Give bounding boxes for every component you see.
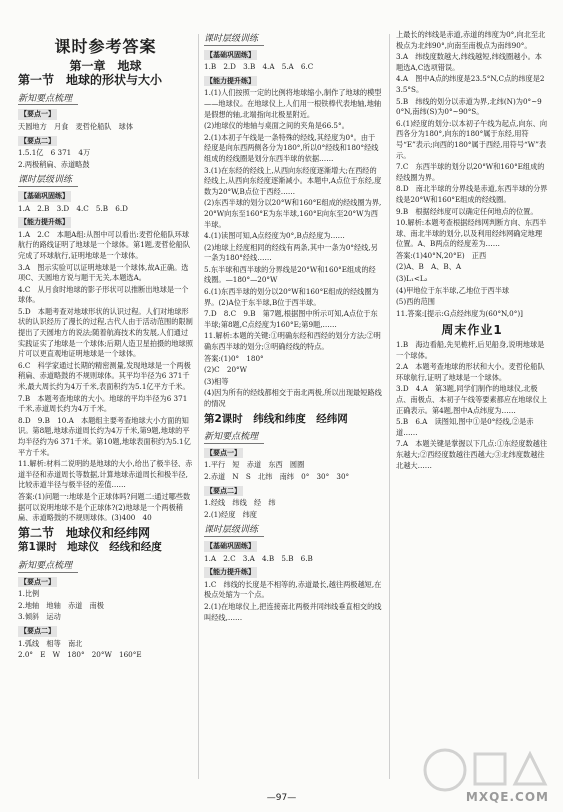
point-2-tag: 【要点二】 [20, 626, 55, 635]
answer-line: (4)因为所有的经线都相交于南北两极,所以出现最短路线的情况 [204, 388, 382, 408]
answer-line: 1.平行 短 赤道 东西 圆圈 [204, 460, 305, 470]
answer-line: (3)L₁<L₂ [396, 274, 428, 284]
answer-line: (2)C 20°W [204, 365, 247, 375]
basic-practice-tag: 【基础巩固练】 [206, 541, 255, 550]
page-number: —97— [266, 793, 297, 803]
page-title: 课时参考答案 [54, 37, 157, 56]
answer-paragraph: 6.(1)经度的划分:以本初子午线为起点,向东、向西各分为180°,向东的180°属于东经,用符号“E”表示;向西的180°属于西经,用符号“W”表示。 [396, 118, 548, 160]
point-2-tag: 【要点二】 [206, 486, 241, 495]
answer-line: 1.弧线 相等 南北 [18, 638, 83, 648]
answer-line: (3)相等 [204, 376, 229, 386]
lesson-2-title: 第2课时 纬线和纬度 经纬网 [204, 412, 348, 425]
advanced-practice-tag: 【能力提升练】 [20, 218, 69, 227]
answer-line: 1.经线 纬线 经 纬 [204, 498, 276, 508]
answer-paragraph: 4.A 图中A点的纬度是23.5°N,C点的纬度是23.5°S。 [396, 74, 545, 94]
answer-paragraph: 6.(1)东西半球的划分以20°W和160°E组成的经线圈为界。(2)A位于东半球,B位于西半球。 [204, 287, 379, 307]
answer-paragraph: 9.B 根据经纬度可以确定任何地点的位置。 [396, 206, 538, 216]
column-1 [18, 30, 193, 662]
answer-line: (5)西的范围 [396, 297, 435, 307]
answer-paragraph: (2)地球上经度相同的经线有两条,其中一条为0°经线,另一条为180°经线…… [204, 242, 378, 263]
kecheng-heading-2: 课时层级训练 [204, 525, 264, 537]
watermark-text: MXQE.COM [465, 790, 549, 804]
answer-paragraph: 11.解析:本题的关键:①明确东经和西经的划分方法;②明确东西半球的划分;③明确经线的特点。 [204, 331, 381, 352]
column-divider-right [389, 34, 390, 779]
answer-line: 1.比例 [18, 589, 40, 599]
xinzhi-heading: 新知要点梳理 [18, 94, 78, 106]
answer-paragraph: 10.解析:本题考查根据经纬网判断方向、东西半球、南北半球的划分,以及利用经纬网确定地理位置。A、B两点的经度差为…… [396, 218, 547, 249]
section-2-title: 第二节 地球仪和经纬网 [18, 525, 151, 540]
lesson-1-title: 第1课时 地球仪 经线和经度 [18, 541, 162, 554]
basic-practice-tag: 【基础巩固练】 [20, 191, 69, 200]
kecheng-heading: 课时层级训练 [18, 175, 78, 187]
xinzhi-heading-2: 新知要点梳理 [18, 561, 78, 573]
answer-paragraph: 3.D 4.A 第3题,同学们制作的地球仪,北极点、南极点、本初子午线等要素都应在地球仪上正确表示。第4题,图中A点纬度为…… [396, 384, 547, 415]
answer-paragraph: 2.(1)在地球仪上,把连接南北两极并同纬线垂直相交的线叫经线,…… [204, 601, 382, 622]
answer-line: 答案:(1)40°N,20°E) 正西 [396, 250, 487, 260]
answer-paragraph: 3.A 纬线度数越大,纬线越短,纬线圈越小。本题选A,C选项错误。 [396, 52, 542, 72]
column-2 [204, 30, 382, 624]
chapter-title: 第一章 地球 [69, 58, 142, 73]
answer-paragraph: (2)东西半球的划分以20°W和160°E组成的经线圈为界,20°W向东至160°E为东半球,160°E向东至20°W为西半球。 [204, 198, 382, 229]
answer-paragraph: 1.(1)人们按照一定的比例将地球缩小,制作了地球的模型——地球仪。在地球仪上,人们用一根铁棒代表地轴,地轴是假想的轴,北端指向北极星附近。 [204, 88, 382, 119]
answer-line: 1.A 2.B 3.D 4.C 5.B 6.D [18, 203, 128, 213]
answer-line: 1.B 2.D 3.B 4.A 5.A 6.C [204, 62, 314, 72]
advanced-practice-tag: 【能力提升练】 [206, 568, 255, 577]
answer-paragraph: 1.C 纬线的长度是不相等的,赤道最长,越往两极越短,在极点处缩为一个点。 [204, 579, 382, 600]
answer-line: (2)A、B A、B、A [396, 262, 462, 272]
point-1-tag: 【要点一】 [206, 448, 241, 457]
point-1-tag: 【要点一】 [20, 577, 55, 586]
xinzhi-heading: 新知要点梳理 [204, 432, 264, 444]
advanced-practice-tag: 【能力提升练】 [206, 76, 255, 85]
answer-paragraph: 4.(1)读图可知,A点经度为0°,B点经度为…… [204, 231, 345, 241]
answer-paragraph: 6.C 科学家通过长期的精密测量,发现地球是一个两极稍扁、赤道略鼓的不规则球体。其平均半径为6 371千米,最大周长约为4万千米,表面积约为5.1亿平方千米。 [18, 360, 191, 392]
answer-paragraph: (2)地球仪的地轴与桌面之间的夹角是66.5°。 [204, 121, 349, 131]
answer-paragraph: 8.D 南北半球的分界线是赤道,东西半球的分界线是20°W和160°E组成的经线圈。 [396, 184, 548, 204]
column-3 [396, 30, 548, 472]
section-1-title: 第一节 地球的形状与大小 [18, 73, 163, 88]
answer-paragraph: 上最长的纬线是赤道,赤道的纬度为0°,向北至北极点为北纬90°,向南至南极点为南纬90°。 [396, 30, 546, 50]
point-1-tag: 【要点一】 [20, 110, 55, 119]
answer-line: 2.地轴 地轴 赤道 南极 [18, 600, 104, 610]
answer-line: 答案:(1)0° 180° [204, 353, 264, 363]
answer-line: 2.赤道 N S 北纬 南纬 0° 30° 30° [204, 471, 350, 481]
answer-line: 11.答案:[提示:G点经纬度为(60°N,0°)] [396, 308, 523, 318]
answer-line: 1.A 2.C 3.A 4.B 5.B 6.B [204, 553, 313, 563]
answer-paragraph: 2.A 本题考查地球的形状和大小。麦哲伦船队环球航行,证明了地球是一个球体。 [396, 362, 545, 382]
answer-paragraph: 5.东半球和西半球的分界线是20°W和160°E组成的经线圈。—180°—20°W [204, 264, 376, 285]
answer-line: 1.5.1亿 6 371 4万 [18, 148, 91, 158]
kecheng-heading: 课时层级训练 [204, 34, 264, 46]
answer-line: 2.(1)经度 纬度 [204, 509, 257, 519]
answer-paragraph: 4.C 从月食时地球的影子形状可以推断出地球是一个球体。 [18, 284, 189, 305]
answer-paragraph: 7.A 本题关键是掌握以下几点:①东经度数越往东越大;②西经度数越往西越大;③北纬度数越往北越大…… [396, 439, 548, 470]
weekly-homework-title: 周末作业1 [441, 323, 503, 338]
answer-line: (4)甲地位于东半球,乙地位于西半球 [396, 285, 510, 295]
answer-paragraph: 5.B 纬线的划分以赤道为界,北纬(N)为0°~90°N,南纬(S)为0°~90°S。 [396, 96, 542, 117]
answer-paragraph: 3.A 图示实验可以证明地球是一个球体,故A正确。选项C、天圆地方说与题干无关,本题选A。 [18, 262, 189, 283]
answer-paragraph: 答案:(1)问题一:地球是个正球体吗?问题二:通过哪些数据可以说明地球不是个正球体?(2)地球是一个两极稍扁、赤道略鼓的不规则球体。(3)400 40 [18, 491, 191, 523]
answer-paragraph: 11.解析:材料二说明的是地球的大小,给出了极半径、赤道半径和赤道周长等数据,计算地球赤道周长和极半径,比较赤道半径与极半径的差值…… [18, 459, 193, 490]
answer-paragraph: 7.B 本题考查地球的大小。地球的平均半径为6 371千米,赤道周长约为4万千米。 [18, 393, 188, 414]
answer-paragraph: 5.B 6.A 读图知,图中①是0°经线,②是赤道…… [396, 417, 534, 437]
answer-paragraph: 7.D 8.C 9.B 第7题,根据图中所示可知,A点位于东半球;第8题,C点经度为160°E;第9题,…… [204, 309, 378, 329]
basic-practice-tag: 【基础巩固练】 [206, 50, 255, 59]
answer-paragraph: 7.C 东西半球的划分以20°W和160°E组成的经线圈为界。 [396, 162, 545, 182]
answer-paragraph: 5.D 本题考查对地球形状的认识过程。人们对地球形状的认识经历了漫长的过程,古代人由于活动范围的限制提出了天圆地方的说法;随着航海技术的发展,人们通过实践证实了地球是一个球体;后期人造卫星拍摄的地球照片可以更直观地证明地球是一个球体。 [18, 306, 193, 359]
answer-paragraph: 8.D 9.B 10.A 本题组主要考查地球大小方面的知识。第8题,地球赤道周长约为4万千米,第9题,地球的平均半径约为6 371千米。第10题,地球表面积约为5.1亿平方千米。 [18, 415, 191, 457]
answer-line: 天圆地方 月食 麦哲伦船队 球体 [18, 121, 134, 131]
answer-paragraph: 2.(1)本初子午线是一条特殊的经线,其经度为0°。由于经度是向东西两侧各分为180°,所以0°经线和180°经线组成的经线圈是划分东西半球的依据…… [204, 132, 379, 163]
answer-paragraph: 1.B 海边看船,先见桅杆,后见船身,说明地球是一个球体。 [396, 340, 545, 360]
answer-line: 3.倾斜 运动 [18, 612, 61, 622]
answer-line: 2.两极稍扁、赤道略鼓 [18, 159, 90, 169]
answer-line: 2.0° E W 180° 20°W 160°E [18, 650, 142, 660]
column-divider-left [198, 34, 199, 779]
answer-paragraph: 1.A 2.C 本题A组:从图中可以看出:麦哲伦船队环球航行的路线证明了地球是一个球体。第1题,麦哲伦船队完成了环球航行,证明地球是一个球体。 [18, 229, 191, 260]
point-2-tag: 【要点二】 [20, 136, 55, 145]
answer-paragraph: 3.(1)在东经的经线上,从西向东经度逐渐增大;在西经的经线上,从西向东经度逐渐减小。本题中,A点位于东经,度数为20°W,B点位于西经…… [204, 165, 382, 196]
